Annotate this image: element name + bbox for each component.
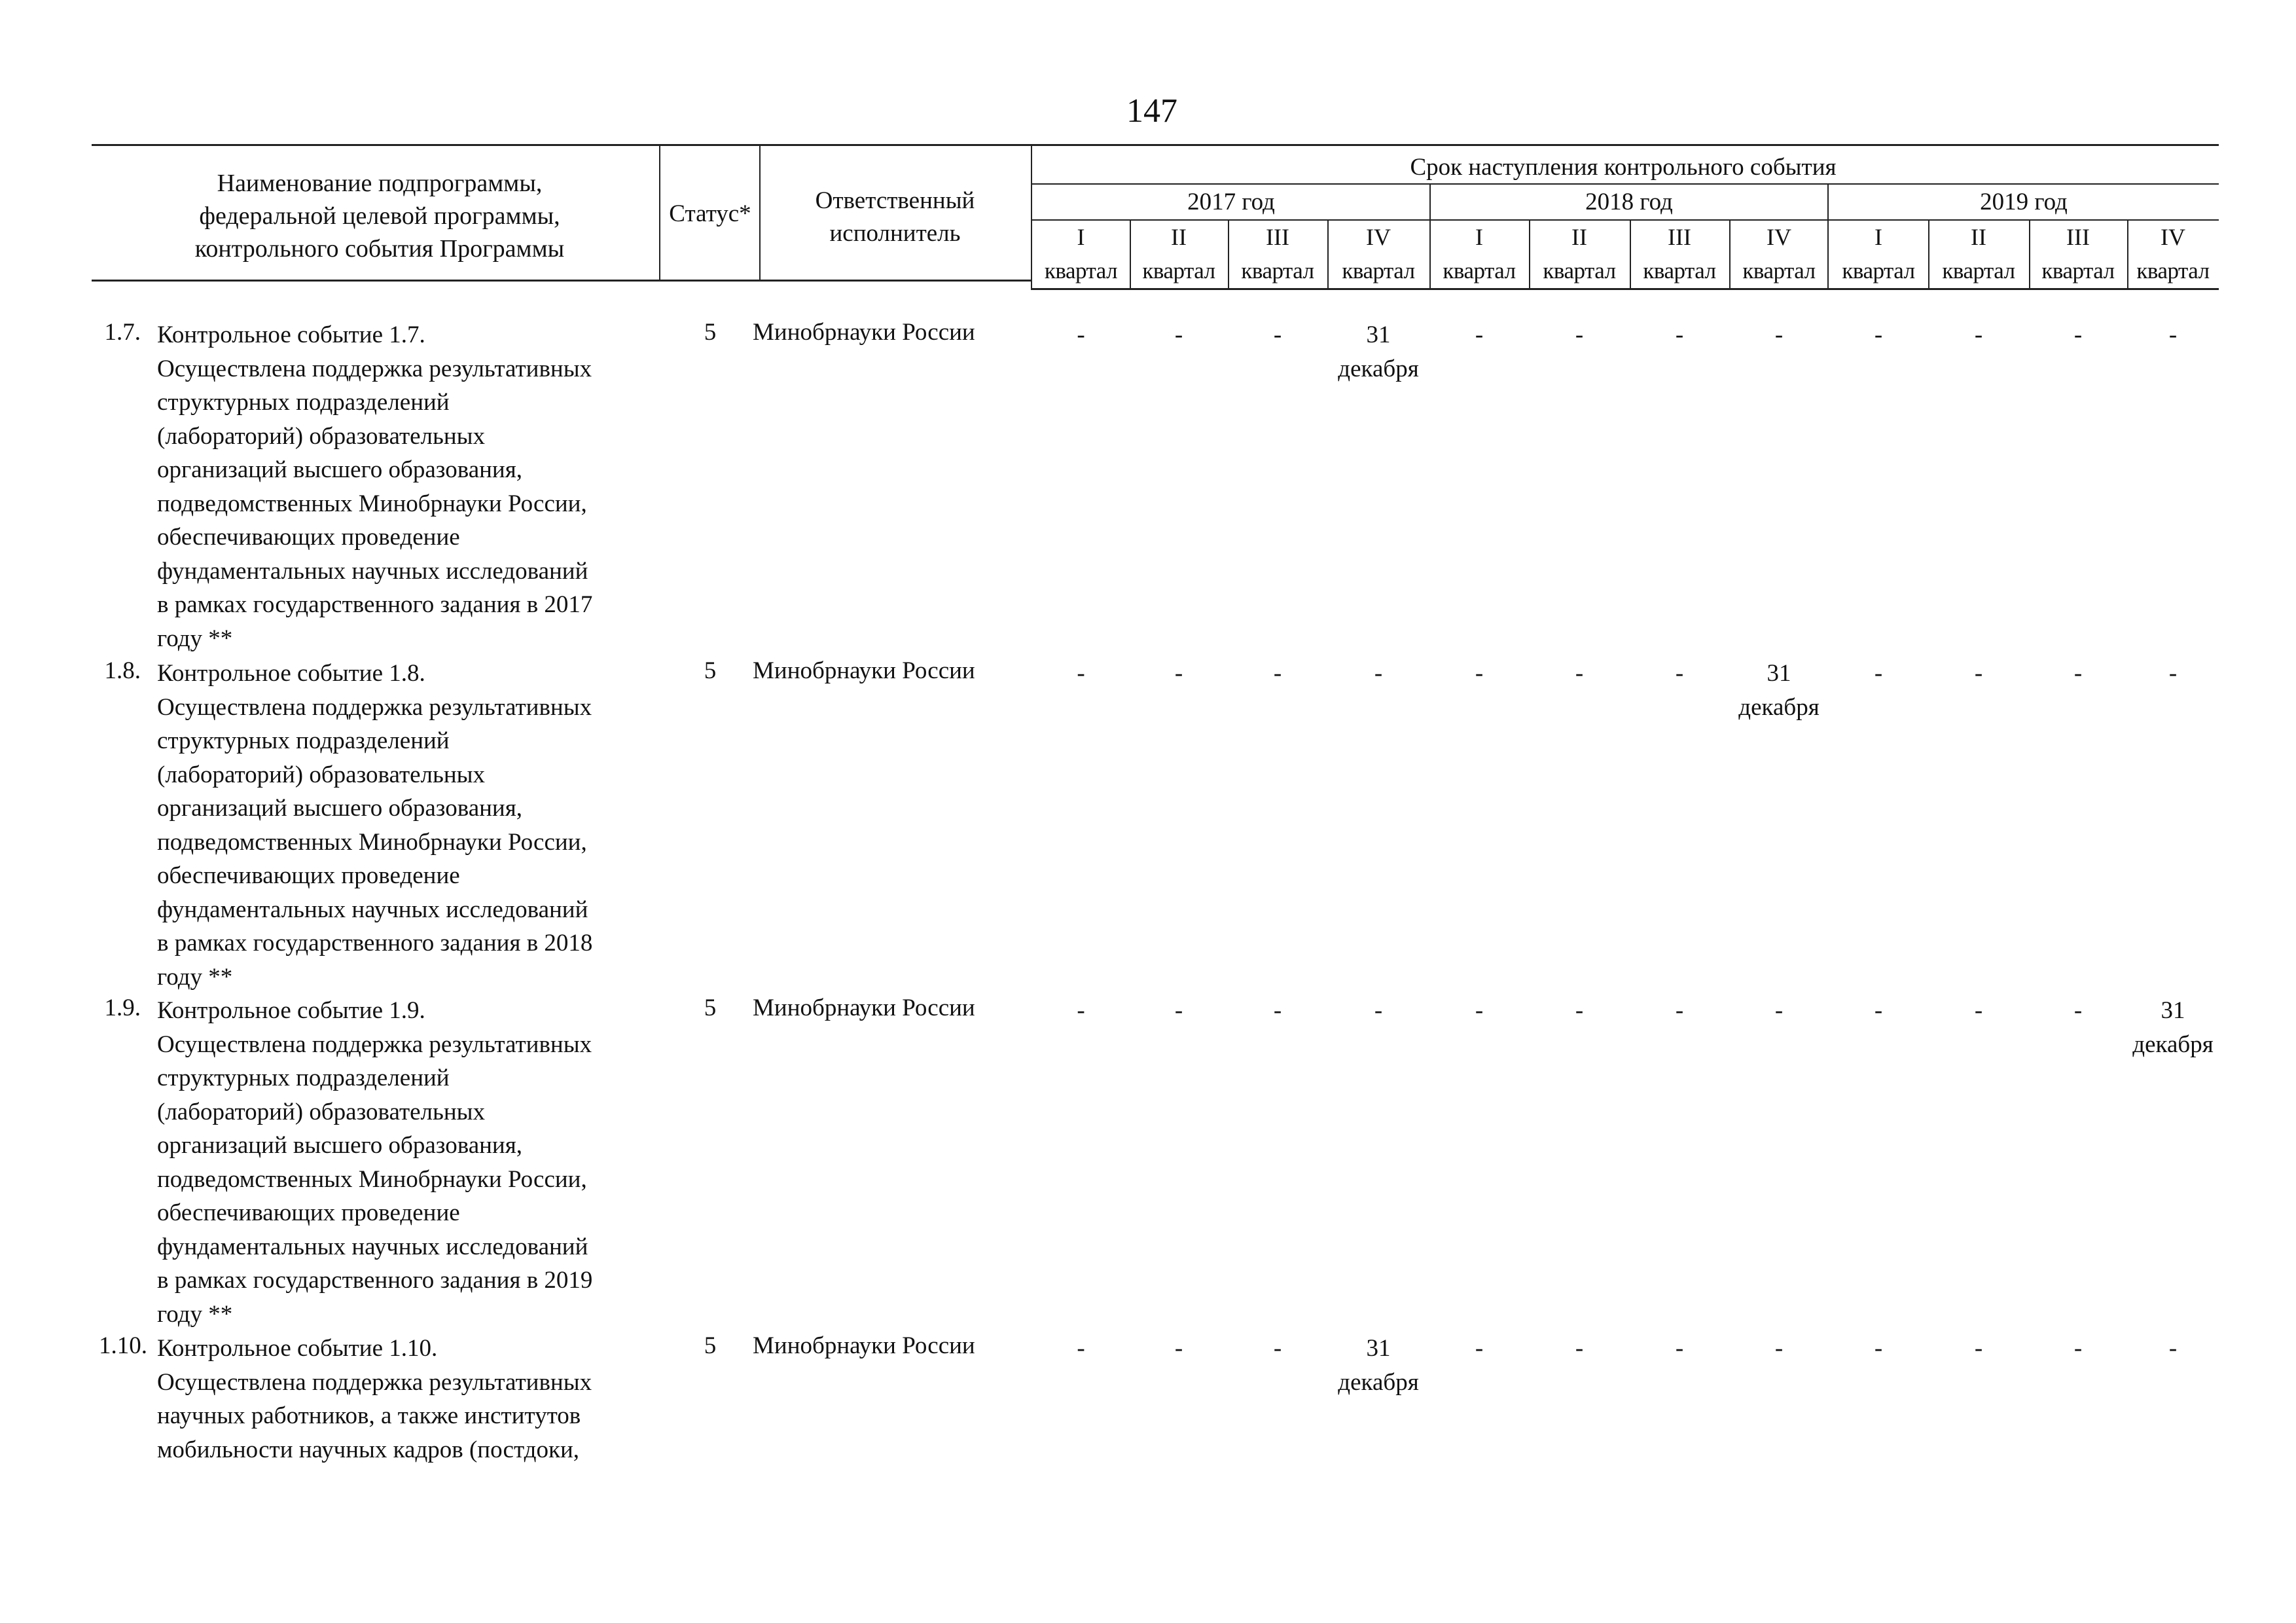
quarter-cell: - [1174, 997, 1183, 1024]
quarter-cell: - [1675, 1335, 1684, 1362]
row-number: 1.8. [104, 657, 141, 684]
quarter-cell: - [1974, 321, 1983, 348]
quarter-cell: 31 декабря [1338, 321, 1419, 382]
quarter-cell: - [1575, 660, 1584, 687]
quarter-label: квартал [1142, 258, 1215, 283]
quarter-label: квартал [1044, 258, 1118, 283]
row-executor: Минобрнауки России [753, 1332, 975, 1359]
quarter-cell: 31 декабря [1738, 660, 1820, 721]
quarter-cell: - [1077, 1335, 1085, 1362]
quarter-label: квартал [1443, 258, 1516, 283]
row-status: 5 [704, 994, 717, 1021]
quarter-cell: - [1874, 1335, 1883, 1362]
header-bottom-rule [92, 280, 1031, 282]
quarter-numeral: I [1874, 224, 1882, 250]
header-term-column: Срок наступления контрольного события [1410, 154, 1837, 181]
quarter-numeral: IV [2161, 224, 2185, 250]
header-divider [759, 145, 761, 282]
page-number: 147 [1126, 92, 1177, 130]
quarter-cell: - [1575, 1335, 1584, 1362]
row-executor: Минобрнауки России [753, 657, 975, 684]
quarter-cell: - [1974, 997, 1983, 1024]
quarter-cell: - [1174, 660, 1183, 687]
quarter-cell: - [1575, 321, 1584, 348]
quarter-cell: - [2073, 997, 2083, 1024]
quarter-label: квартал [1643, 258, 1716, 283]
quarters-top-rule [1031, 219, 2219, 221]
quarter-cell: - [1874, 660, 1883, 687]
quarter-numeral: III [1266, 224, 1289, 250]
event-description: Контрольное событие 1.8. Осуществлена поддержка результативных структурных подразделений (лабораторий) образовательных организаций высшего образования, подведомственных Минобрнауки России, обеспечивающих проведение фундаментальных научных исследований в рамках государственного задания в 2018 году ** [157, 660, 593, 991]
term-bottom-rule [1031, 288, 2219, 290]
quarter-cell: - [1675, 997, 1684, 1024]
row-executor: Минобрнауки России [753, 994, 975, 1021]
header-year-2017: 2017 год [1187, 189, 1275, 215]
quarter-cell: - [1174, 1335, 1183, 1362]
quarter-cell: - [1374, 660, 1383, 687]
quarter-label: квартал [1742, 258, 1816, 283]
quarter-cell: 31 декабря [2132, 997, 2214, 1058]
quarter-cell: - [2073, 1335, 2083, 1362]
quarter-cell: 31 декабря [1338, 1335, 1419, 1396]
quarter-label: квартал [1342, 258, 1415, 283]
quarter-cell: - [2073, 660, 2083, 687]
table-top-rule [92, 144, 2219, 146]
header-divider [659, 145, 660, 282]
quarter-cell: - [1974, 1335, 1983, 1362]
quarter-label: квартал [1543, 258, 1616, 283]
quarter-cell: - [1675, 660, 1684, 687]
header-name-column: Наименование подпрограммы, федеральной целевой программы, контрольного события Программы [194, 170, 565, 263]
quarter-cell: - [1374, 997, 1383, 1024]
quarter-cell: - [1575, 997, 1584, 1024]
header-year-2019: 2019 год [1980, 189, 2068, 215]
quarter-numeral: I [1475, 224, 1483, 250]
quarter-numeral: III [1668, 224, 1691, 250]
quarter-cell: - [1774, 1335, 1784, 1362]
event-description: Контрольное событие 1.7. Осуществлена поддержка результативных структурных подразделений (лабораторий) образовательных организаций высшего образования, подведомственных Минобрнауки России, обеспечивающих проведение фундаментальных научных исследований в рамках государственного задания в 2017 году ** [157, 321, 593, 652]
quarter-cell: - [1273, 660, 1282, 687]
row-status: 5 [704, 657, 717, 684]
quarter-cell: - [2073, 321, 2083, 348]
header-status-column: Статус* [669, 200, 751, 227]
quarter-numeral: IV [1767, 224, 1791, 250]
row-status: 5 [704, 1332, 717, 1359]
quarter-numeral: IV [1366, 224, 1391, 250]
quarter-label: квартал [2041, 258, 2115, 283]
quarter-label: квартал [1842, 258, 1915, 283]
quarter-cell: - [1174, 321, 1183, 348]
quarter-numeral: II [1571, 224, 1587, 250]
quarter-label: квартал [1241, 258, 1314, 283]
quarter-cell: - [1475, 1335, 1484, 1362]
quarter-cell: - [1675, 321, 1684, 348]
quarter-cell: - [1475, 997, 1484, 1024]
row-number: 1.7. [104, 319, 141, 346]
row-status: 5 [704, 319, 717, 346]
quarter-numeral: II [1971, 224, 1986, 250]
quarter-cell: - [1874, 997, 1883, 1024]
quarter-cell: - [1874, 321, 1883, 348]
quarter-numeral: II [1171, 224, 1187, 250]
quarter-cell: - [1273, 997, 1282, 1024]
quarter-cell: - [1077, 660, 1085, 687]
quarter-cell: - [1475, 321, 1484, 348]
quarter-cell: - [1774, 997, 1784, 1024]
event-description: Контрольное событие 1.9. Осуществлена поддержка результативных структурных подразделений (лабораторий) образовательных организаций высшего образования, подведомственных Минобрнауки России, обеспечивающих проведение фундаментальных научных исследований в рамках государственного задания в 2019 году ** [157, 997, 593, 1328]
quarter-cell: - [1974, 660, 1983, 687]
quarter-cell: - [1273, 321, 1282, 348]
row-executor: Минобрнауки России [753, 319, 975, 346]
quarter-cell: - [1077, 321, 1085, 348]
quarter-cell: - [2168, 1335, 2178, 1362]
quarter-cell: - [1273, 1335, 1282, 1362]
quarter-cell: - [2168, 321, 2178, 348]
quarter-numeral: III [2066, 224, 2090, 250]
row-number: 1.10. [99, 1332, 147, 1359]
quarter-label: квартал [1942, 258, 2015, 283]
quarter-numeral: I [1077, 224, 1085, 250]
years-top-rule [1031, 183, 2219, 185]
quarter-cell: - [1077, 997, 1085, 1024]
quarter-cell: - [1475, 660, 1484, 687]
quarter-label: квартал [2136, 258, 2210, 283]
quarter-cell: - [2168, 660, 2178, 687]
event-description: Контрольное событие 1.10. Осуществлена поддержка результативных научных работников, а также институтов мобильности научных кадров (постдоки, [157, 1335, 592, 1463]
quarter-cell: - [1774, 321, 1784, 348]
header-year-2018: 2018 год [1585, 189, 1673, 215]
header-executor-column: Ответственный исполнитель [815, 187, 975, 247]
row-number: 1.9. [104, 994, 141, 1021]
